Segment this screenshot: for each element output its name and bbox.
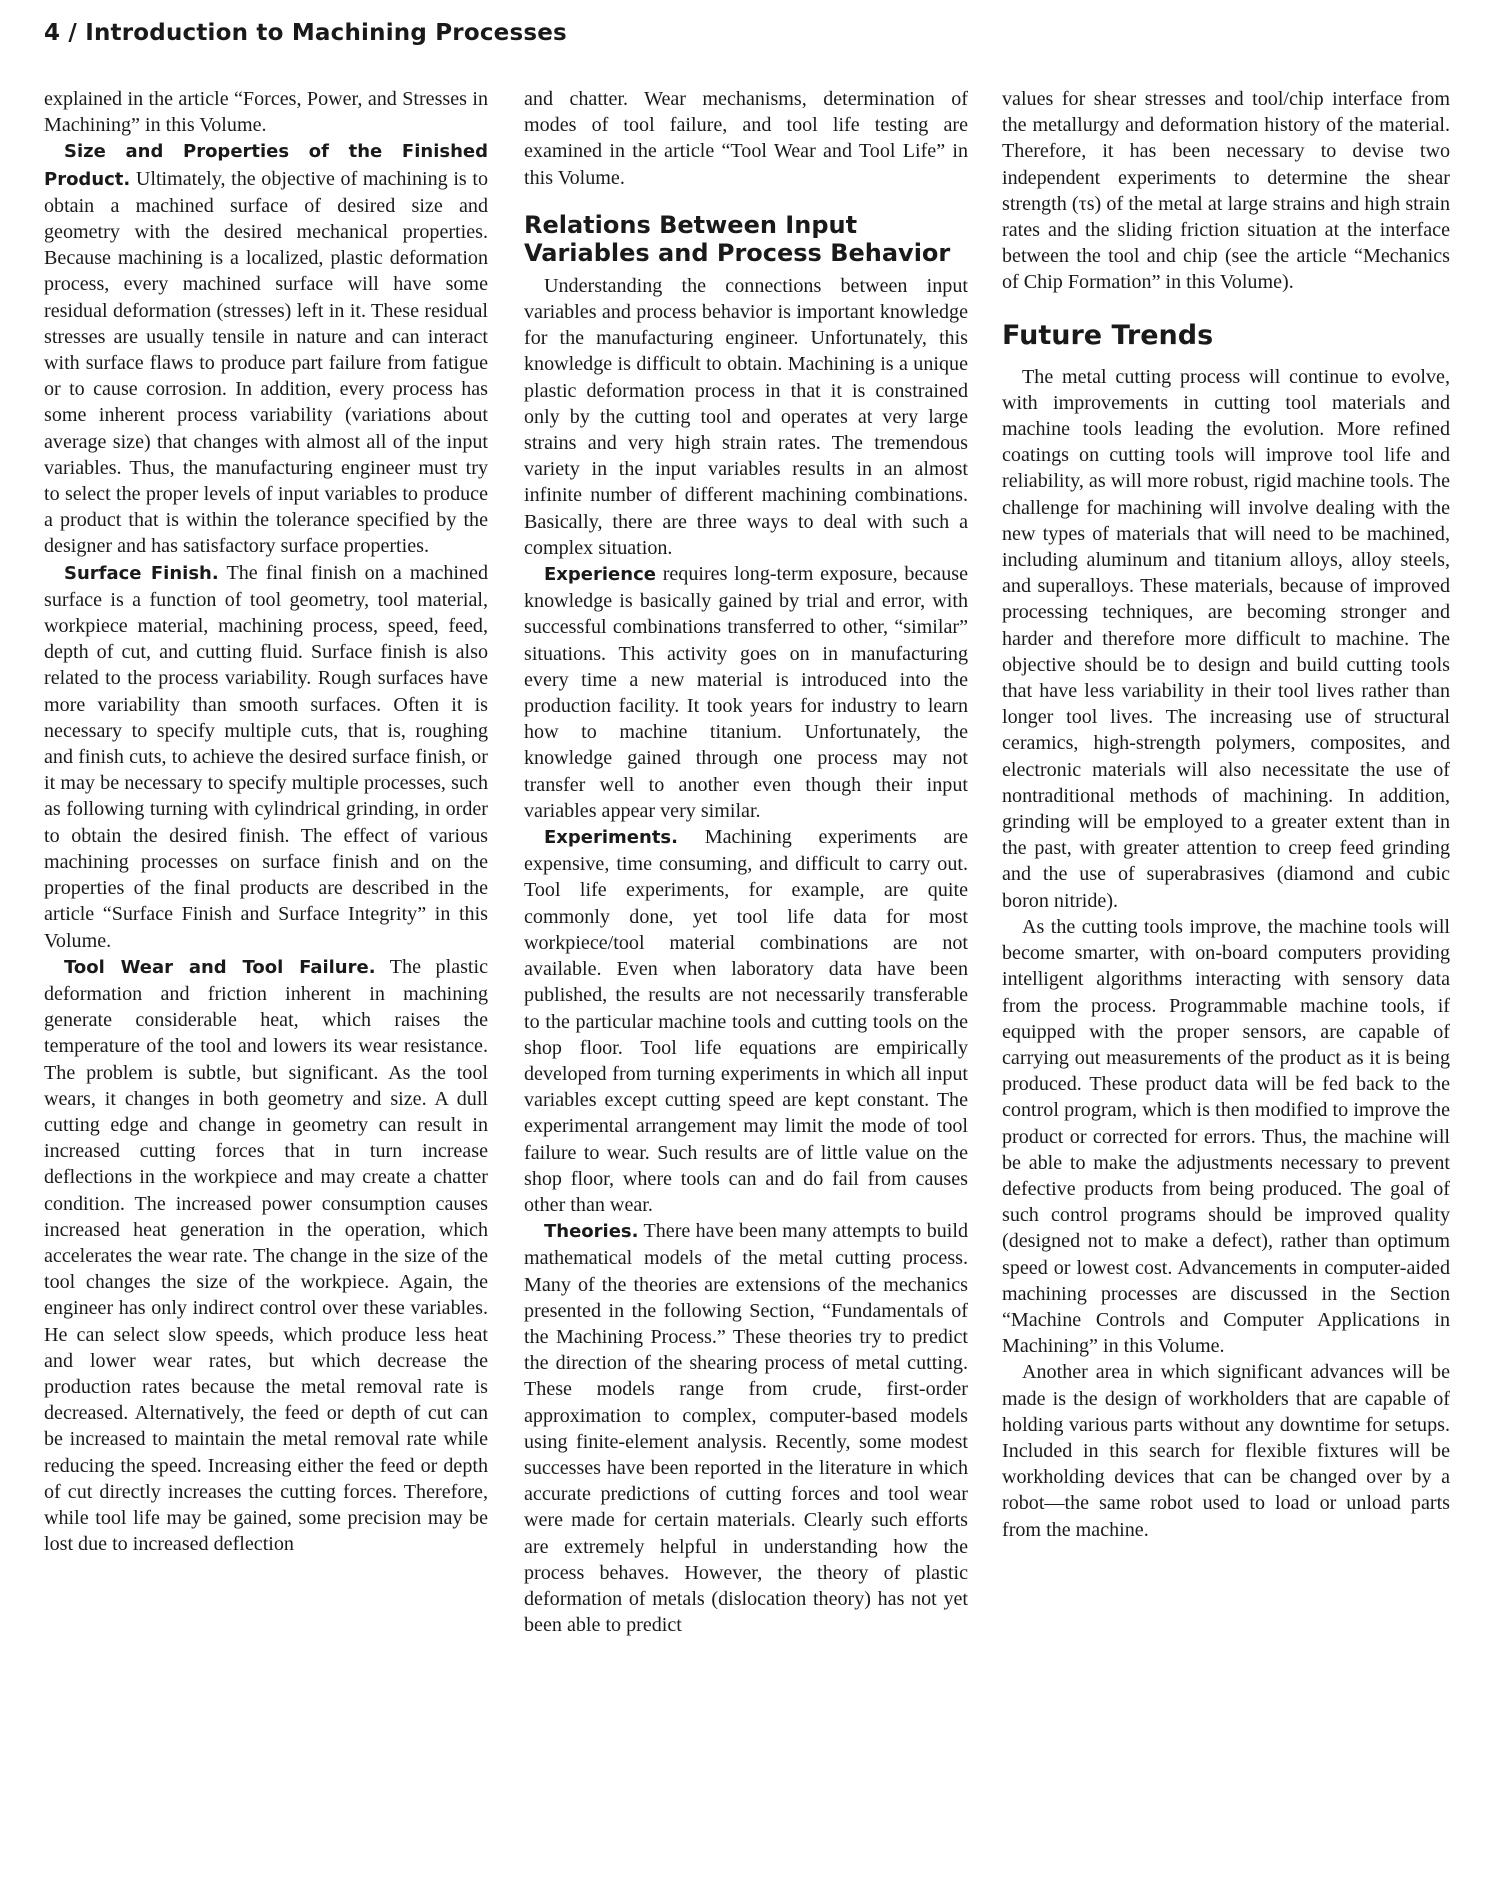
paragraph	[524, 1218, 968, 1638]
run-in-heading: Surface Finish.	[64, 562, 219, 584]
run-in-heading: Experiments.	[544, 827, 678, 849]
running-head: 4 / Introduction to Machining Processes	[44, 20, 567, 46]
text-column-2	[524, 86, 968, 1638]
paragraph	[524, 561, 968, 824]
paragraph: values for shear stresses and tool/chip interface from the metallurgy and deformation history of the material. Therefore, it has been necessary to devise two independent experiments to determine the shear strength (τs) of the metal at large strains and high strain rates and the sliding friction situation at the interface between the tool and chip (see the article “Mechanics of Chip Formation” in this Volume).	[1002, 88, 1450, 294]
run-in-heading: Size and Properties of the Finished Product.	[44, 141, 488, 190]
paragraph: As the cutting tools improve, the machine tools will become smarter, with on-board computers providing intelligent algorithms interacting with sensory data from the process. Programmable machine tools, if equipped with the proper sensors, are capable of carrying out measurements of the product as it is being produced. These product data will be fed back to the control program, which is then modified to improve the product or corrected for errors. Thus, the machine will be able to make the adjustments necessary to prevent defective products from being produced. The goal of such control programs should be improved quality (designed not to make a defect), rather than optimum speed or lowest cost. Advancements in computer-aided machining processes are discussed in the Section “Machine Controls and Computer Applications in Machining” in this Volume.	[1002, 915, 1450, 1358]
paragraph	[44, 560, 488, 954]
paragraph: and chatter. Wear mechanisms, determination of modes of tool failure, and tool life testing are examined in the article “Tool Wear and Tool Life” in this Volume.	[524, 88, 968, 189]
section-heading: Future Trends	[1002, 319, 1214, 351]
paragraph-text: There have been many attempts to build mathematical models of the metal cutting process. Many of the theories are extensions of the mechanics presented in the following Section, “Fundamentals of the Machining Process.” These theories try to predict the direction of the shearing process of metal cutting. These models range from crude, first-order approximation to complex, computer-based models using finite-element analysis. Recently, some modest successes have been reported in the literature in which accurate predictions of cutting forces and tool wear were made for certain materials. Clearly such efforts are extremely helpful in understanding how the process behaves. However, the theory of plastic deformation of metals (dislocation theory) has not yet been able to predict	[524, 1220, 968, 1637]
paragraph-text: The plastic deformation and friction inherent in machining generate considerable heat, which raises the temperature of the tool and lowers its wear resistance. The problem is subtle, but significant. As the tool wears, it changes in both geometry and size. A dull cutting edge and change in geometry can result in increased cutting forces that in turn increase deflections in the workpiece and may create a chatter condition. The increased power consumption causes increased heat generation in the operation, which accelerates the wear rate. The change in the size of the tool changes the size of the workpiece. Again, the engineer has only indirect control over these variables. He can select slow speeds, which produce less heat and lower wear rates, but which decrease the production rates because the metal removal rate is decreased. Alternatively, the feed or depth of cut can be increased to maintain the metal removal rate while reducing the speed. Increasing either the feed or depth of cut directly increases the cutting forces. Therefore, while tool life may be gained, some precision may be lost due to increased deflection	[44, 955, 489, 1556]
paragraph-text: Machining experiments are expensive, time consuming, and difficult to carry out. Tool life experiments, for example, are quite commonly done, yet tool life data for most workpiece/tool material combinations are not available. Even when laboratory data have been published, the results are not necessarily transferable to the particular machine tools and cutting tools on the shop floor. Tool life equations are empirically developed from turning experiments in which all input variables except cutting speed are kept constant. The experimental arrangement may limit the mode of tool failure to wear. Such results are of little value on the shop floor, where tools can and do fail from causes other than wear.	[524, 826, 968, 1216]
run-in-heading: Tool Wear and Tool Failure.	[64, 956, 376, 978]
paragraph-text: requires long-term exposure, because knowledge is basically gained by trial and error, with successful combinations transferred to other, “similar” situations. This activity goes on in manufacturing every time a new material is introduced into the production facility. It took years for industry to learn how to machine titanium. Unfortunately, the knowledge gained through one process may not transfer well to another even though their input variables appear very similar.	[524, 563, 968, 822]
paragraph: The metal cutting process will continue to evolve, with improvements in cutting tool materials and machine tools leading the evolution. More refined coatings on cutting tools will improve tool life and reliability, as will more robust, rigid machine tools. The challenge for machining will involve dealing with the new types of materials that will need to be machined, including aluminum and titanium alloys, alloy steels, and superalloys. These materials, because of improved processing techniques, are becoming stronger and harder and therefore more difficult to machine. The objective should be to design and build cutting tools that have less variability in their tool lives rather than longer tool lives. The increasing use of structural ceramics, high-strength polymers, composites, and electronic materials will also necessitate the use of nontraditional methods of machining. In addition, grinding will be employed to a greater extent than in the past, with greater attention to creep feed grinding and the use of superabrasives (diamond and cubic boron nitride).	[1002, 365, 1450, 912]
paragraph	[44, 138, 488, 559]
paragraph-text: The final finish on a machined surface is a function of tool geometry, tool material, workpiece material, machining process, speed, feed, depth of cut, and cutting fluid. Surface finish is also related to the process variability. Rough surfaces have more variability than smooth surfaces. Often it is necessary to specify multiple cuts, that is, roughing and finish cuts, to achieve the desired surface finish, or it may be necessary to specify multiple processes, such as following turning with cylindrical grinding, in order to obtain the desired finish. The effect of various machining processes on surface finish and on the properties of the final products are described in the article “Surface Finish and Surface Integrity” in this Volume.	[44, 561, 489, 952]
paragraph: explained in the article “Forces, Power, and Stresses in Machining” in this Volume.	[44, 88, 488, 137]
paragraph	[524, 824, 968, 1218]
run-in-heading: Experience	[544, 564, 656, 586]
section-heading: Relations Between Input Variables and Process Behavior	[524, 210, 951, 267]
text-column-1	[44, 86, 488, 1557]
paragraph: Understanding the connections between input variables and process behavior is important knowledge for the manufacturing engineer. Unfortunately, this knowledge is difficult to obtain. Machining is a unique plastic deformation process in that it is constrained only by the cutting tool and operates at very large strains and very high strain rates. The tremendous variety in the input variables results in an almost infinite number of different machining combinations. Basically, there are three ways to deal with such a complex situation.	[524, 274, 968, 559]
run-in-heading: Theories.	[544, 1221, 639, 1243]
text-column-3	[1002, 86, 1450, 1543]
paragraph: Another area in which significant advances will be made is the design of workholders that are capable of holding various parts without any downtime for setups. Included in this search for flexible fixtures will be workholding devices that can be changed over by a robot—the same robot used to load or unload parts from the machine.	[1002, 1361, 1450, 1541]
paragraph-text: Ultimately, the objective of machining is to obtain a machined surface of desired size and geometry with the desired mechanical properties. Because machining is a localized, plastic deformation process, every machined surface will have some residual deformation (stresses) left in it. These residual stresses are usually tensile in nature and can interact with surface flaws to produce part failure from fatigue or to cause corrosion. In addition, every process has some inherent process variability (variations about average size) that changes with almost all of the input variables. Thus, the manufacturing engineer must try to select the proper levels of input variables to produce a product that is within the tolerance specified by the designer and has satisfactory surface properties.	[44, 167, 488, 558]
paragraph	[44, 954, 488, 1558]
